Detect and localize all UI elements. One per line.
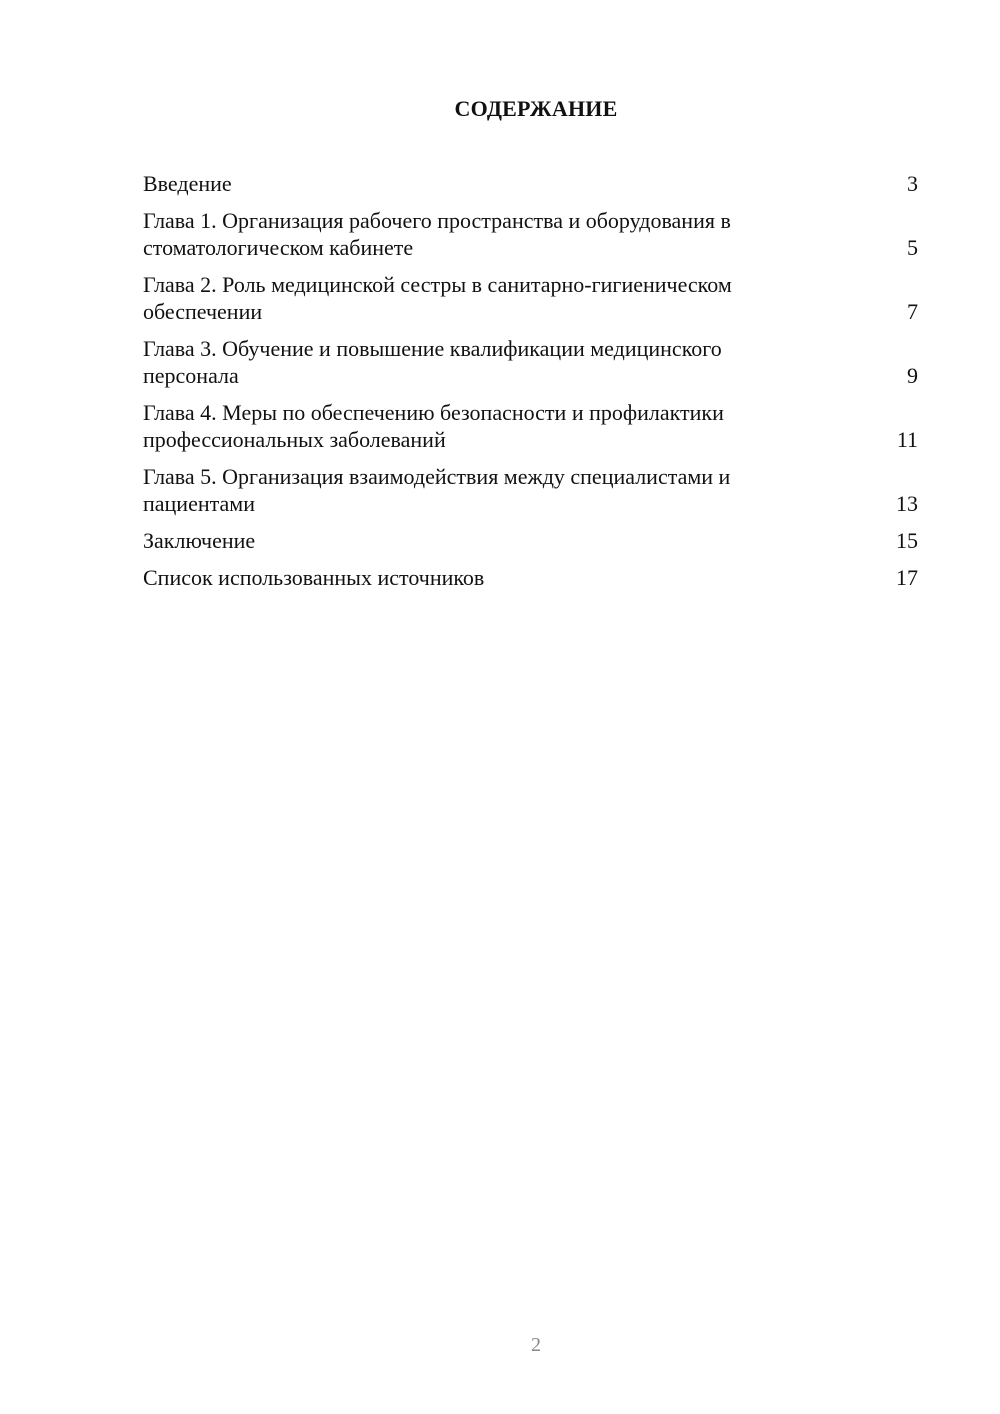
toc-item-chapter-2 [143, 271, 918, 325]
toc-item-text: Глава 2. Роль медицинской сестры в санитарно-гигиеническом обеспечении [143, 272, 732, 324]
toc-item-page: 3 [907, 171, 918, 196]
toc-item-text: Глава 1. Организация рабочего пространства и оборудования в стоматологическом кабинете [143, 208, 731, 260]
toc-item-text: Список использованных источников [143, 565, 485, 590]
toc-item-text: Глава 4. Меры по обеспечению безопасности и профилактики профессиональных заболеваний [143, 400, 724, 452]
toc-item-references [143, 564, 918, 591]
page-number: 2 [531, 1334, 541, 1356]
toc-item-text: Введение [143, 171, 232, 196]
toc-item-chapter-3 [143, 335, 918, 389]
toc-item-introduction [143, 170, 918, 197]
toc-item-page: 5 [907, 235, 918, 260]
toc-item-page: 17 [896, 565, 918, 590]
toc-item-page: 7 [907, 299, 918, 324]
toc-item-page: 11 [896, 427, 918, 452]
toc-item-page: 13 [896, 491, 918, 516]
toc-item-text: Глава 3. Обучение и повышение квалификации медицинского персонала [143, 336, 722, 388]
toc-item-text: Заключение [143, 528, 256, 553]
toc-item-chapter-5 [143, 463, 918, 517]
toc-item-text: Глава 5. Организация взаимодействия между специалистами и пациентами [143, 464, 731, 516]
toc-item-chapter-4 [143, 399, 918, 453]
toc-item-page: 9 [907, 363, 918, 388]
toc-item-conclusion [143, 527, 918, 554]
toc-item-chapter-1 [143, 207, 918, 261]
toc-item-page: 15 [896, 528, 918, 553]
table-of-contents [143, 170, 918, 601]
page-title: СОДЕРЖАНИЕ [454, 96, 618, 121]
